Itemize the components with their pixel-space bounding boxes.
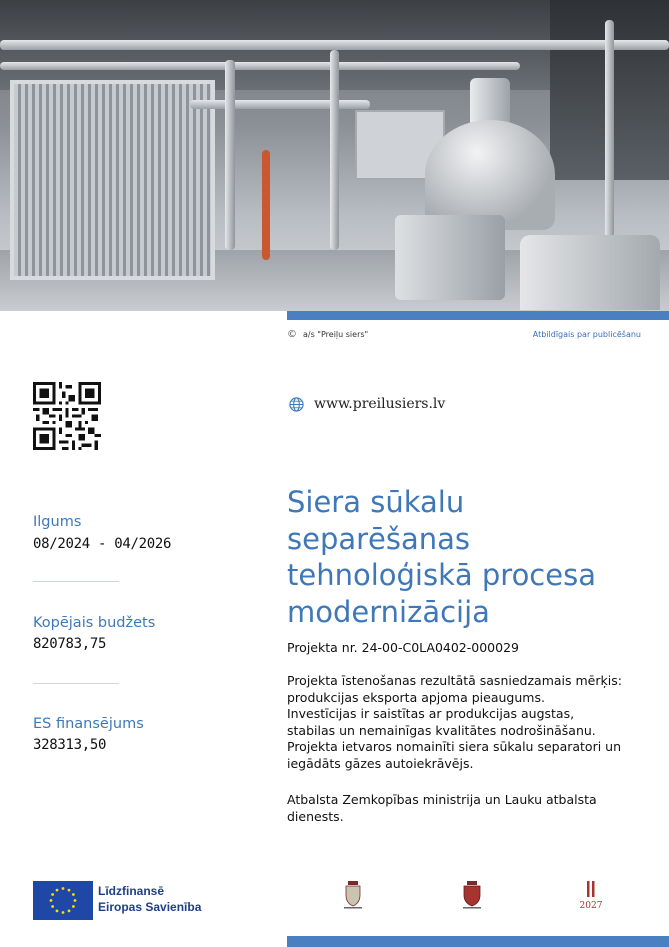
- eu-cofinanced-label: [98, 883, 201, 915]
- eu-star: [68, 889, 71, 892]
- eu-star: [68, 909, 71, 912]
- eu-star: [74, 899, 77, 902]
- eu-star: [50, 899, 53, 902]
- title-line: separēšanas: [287, 521, 471, 556]
- hero-photo-separator-equipment: [0, 0, 669, 311]
- accent-strip-bottom: [287, 936, 669, 947]
- photo-credit-text: a/s "Preiļu siers": [303, 330, 369, 339]
- description-line: produkcijas eksporta apjoma pieaugums.: [287, 689, 545, 705]
- photo-credit: [287, 329, 368, 340]
- title-line: tehnoloģiskā procesa: [287, 558, 596, 592]
- website-link[interactable]: [289, 396, 445, 412]
- copyright-icon: ©: [287, 329, 297, 340]
- eu-star: [62, 911, 65, 914]
- globe-icon: [289, 397, 304, 412]
- duration-label: Ilgums: [33, 514, 82, 530]
- project-title: [287, 484, 647, 630]
- accent-strip-top: [287, 311, 669, 320]
- eu-line: Eiropas Savienība: [98, 900, 202, 914]
- eu-star: [62, 887, 65, 890]
- support-line: dienests.: [287, 808, 344, 824]
- website-url[interactable]: www.preilusiers.lv: [314, 396, 446, 412]
- eu-star: [72, 905, 75, 908]
- eu-flag-icon: [33, 881, 93, 920]
- description-line: iegādāts gāzes autoiekrāvējs.: [287, 755, 474, 771]
- responsible-publisher-link: Atbildīgais par publicēšanu: [532, 330, 641, 339]
- title-line: modernizācija: [287, 594, 490, 629]
- description-line: Investīcijas ir saistītas ar produkcijas augstas,: [287, 706, 575, 721]
- rural-support-coat-of-arms-icon: [460, 880, 484, 910]
- description-line: Projekta ietvaros nomainīti siera sūkalu separatori un: [287, 739, 622, 754]
- title-line: Siera sūkalu: [287, 485, 465, 519]
- eu-star: [72, 893, 75, 896]
- duration-value: 08/2024 - 04/2026: [33, 536, 172, 552]
- eu-star: [51, 893, 54, 896]
- eu-star: [56, 889, 59, 892]
- eu-star: [51, 905, 54, 908]
- project-number: Projekta nr. 24-00-C0LA0402-000029: [287, 640, 519, 655]
- programme-2027-mark-icon: [576, 880, 606, 900]
- description-line: stabilas un nemainīgas kvalitātes nodrošināšanu.: [287, 722, 596, 738]
- eu-funding-label: ES finansējums: [33, 716, 144, 732]
- support-statement: [287, 792, 657, 825]
- divider: [33, 581, 119, 582]
- ministry-coat-of-arms-icon: [342, 880, 364, 910]
- eu-star: [56, 909, 59, 912]
- programme-2027-logo: [576, 880, 606, 914]
- eu-line: Līdzfinansē: [98, 884, 165, 898]
- project-description: [287, 673, 657, 772]
- description-line: Projekta īstenošanas rezultātā sasniedzamais mērķis:: [287, 673, 622, 688]
- support-line: Atbalsta Zemkopības ministrija un Lauku atbalsta: [287, 792, 597, 807]
- qr-code: [33, 382, 101, 450]
- divider: [33, 683, 119, 684]
- eu-funding-value: 328313,50: [33, 737, 107, 753]
- total-budget-label: Kopējais budžets: [33, 615, 156, 631]
- programme-2027-text: 2027: [579, 901, 603, 911]
- total-budget-value: 820783,75: [33, 636, 107, 652]
